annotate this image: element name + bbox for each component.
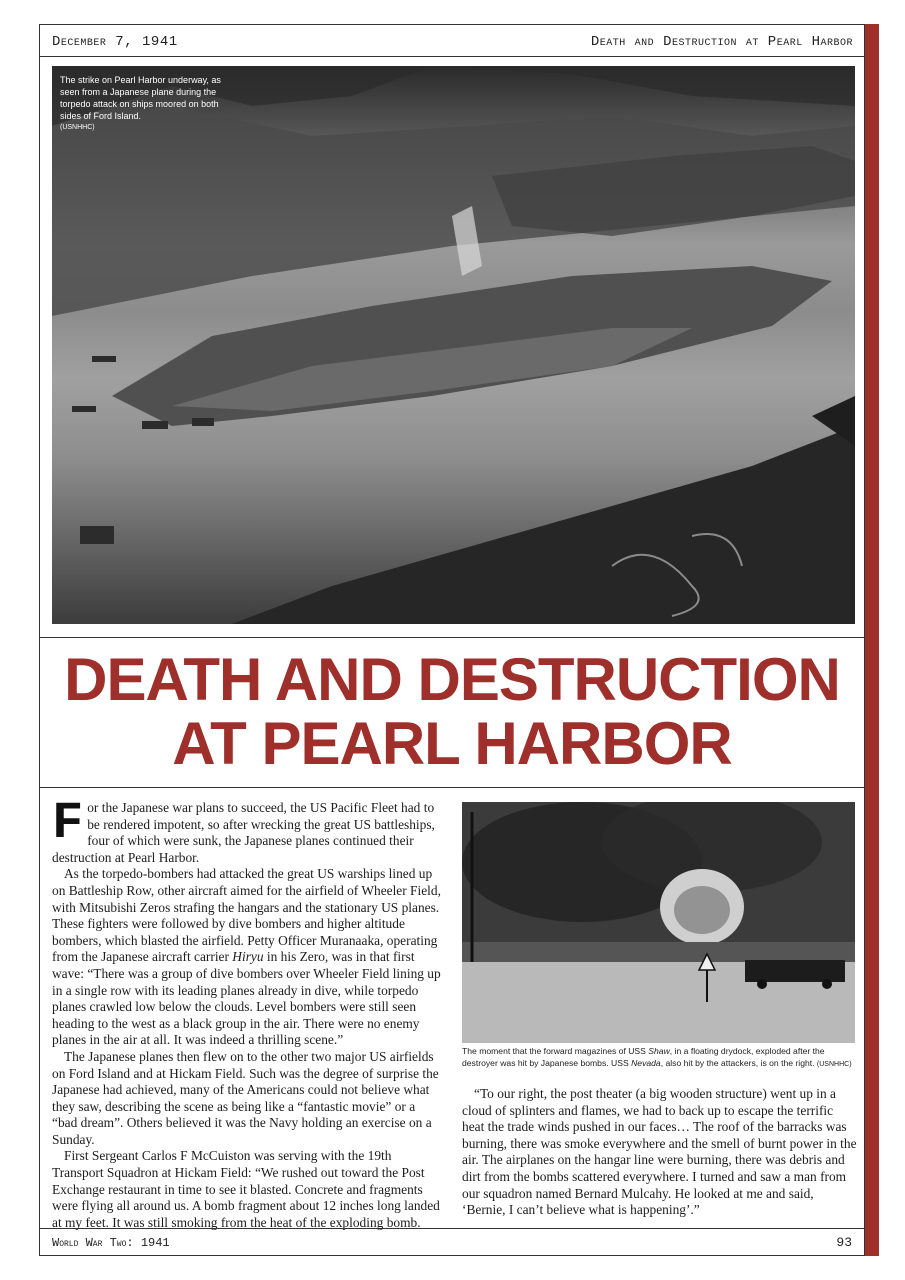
title-line-1: DEATH AND DESTRUCTION <box>64 646 840 713</box>
edge-accent-bar <box>865 24 879 1256</box>
body-paragraph-1-text: or the Japanese war plans to succeed, the US Pacific Fleet had to be rendered impotent, so after wrecking the great US battleships, four of which were sunk, the Japanese planes continued their destruction at Pearl Harbor. <box>52 800 435 865</box>
body-paragraph-2 <box>52 866 442 1049</box>
title-rule-bottom <box>40 787 864 788</box>
explosion-photo-uss-shaw <box>462 802 855 1043</box>
drop-cap: F <box>52 794 84 853</box>
right-caption-ship-shaw: Shaw <box>648 1046 670 1056</box>
right-caption-text-a: The moment that the forward magazines of USS <box>462 1046 649 1056</box>
top-photo-caption-text: The strike on Pearl Harbor underway, as seen from a Japanese plane during the torpedo attack on ships moored on both sides of Ford Island. <box>60 75 221 121</box>
right-caption-text-c: , also hit by the attackers, is on the right. <box>660 1057 817 1068</box>
right-caption-text-b: , in a floating drydock, exploded after the destroyer was hit by Japanese bombs. USS <box>462 1046 825 1068</box>
body-right-paragraph-1: “To our right, the post theater (a big wooden structure) went up in a cloud of splinters and flames, we had to back up to escape the terrific heat the trade winds pushed in our faces… The roof of the barracks was burning, there was smoke everywhere and the smell of burnt power in the air. The airplanes on the hangar line were burning, there was debris and dirt from the bombs scattered everywhere. I turned and saw a man from our squadron named Bernard Mulcahy. He looked at me and said, ‘Bernie, I can’t believe what is happening’.” <box>462 1086 857 1218</box>
body-paragraph-1 <box>52 794 442 866</box>
body-paragraph-4: First Sergeant Carlos F McCuiston was serving with the 19th Transport Squadron at Hickam Field: “We rushed out toward the Post Exchange restaurant in time to see it blasted. Concrete and fragments were flying all around us. A bomb fragment about 12 inches long landed at my feet. It was still smoking from the heat of the exploding bomb. <box>52 1148 440 1230</box>
aerial-photo-pearl-harbor <box>52 66 855 624</box>
body-paragraph-2-text-a: As the torpedo-bombers had attacked the great US warships lined up on Battleship Row, other aircraft aimed for the airfield of Wheeler Field, with Mitsubishi Zeros strafing the hangars and the stationary US planes. These fighters were followed by dive bombers and higher altitude bombers, which blasted the airfield. Petty Officer Muranaaka, operating from the Japanese aircraft carrier <box>52 866 441 965</box>
page-number: 93 <box>836 1235 852 1250</box>
carrier-name-italic: Hiryu <box>232 949 264 965</box>
body-column-left <box>52 794 442 1231</box>
right-caption-ship-nevada: Nevada <box>631 1057 661 1068</box>
header-date: December 7, 1941 <box>52 34 178 50</box>
right-photo-credit: (USNHHC) <box>816 1060 852 1068</box>
article-title <box>40 648 864 776</box>
body-column-right <box>462 1086 857 1219</box>
title-rule-top <box>40 637 864 638</box>
title-line-2: AT PEARL HARBOR <box>172 710 732 777</box>
explosion-photo-illustration <box>462 802 855 1043</box>
top-photo-credit: (USNHHC) <box>60 124 95 131</box>
footer-publication: World War Two: 1941 <box>52 1236 170 1250</box>
running-footer <box>40 1228 864 1256</box>
top-photo-caption <box>60 74 225 134</box>
body-paragraph-2-text-b: in his Zero, was in that first wave: “There was a group of dive bombers over Wheeler Field lining up in a single row with its leading planes already in dive, while torpedo planes crawled low below the clouds. Level bombers were still seen heading to the west as a black group in the air. There were no enemy planes in the air at all. It was indeed a thrilling scene.” <box>52 949 441 1048</box>
header-section-title: Death and Destruction at Pearl Harbor <box>590 34 853 50</box>
right-photo-caption <box>462 1046 857 1070</box>
running-header <box>40 26 864 57</box>
aerial-photo-illustration <box>52 66 855 624</box>
body-paragraph-3: The Japanese planes then flew on to the other two major US airfields on Ford Island and at Hickam Field. Such was the degree of surprise the Japanese had achieved, many of the Americans could not believe what they saw, describing the scene as being like a “fantastic movie” or a “bad dream”. Others believed it was the Navy holding an exercise on a Sunday. <box>52 1048 439 1147</box>
